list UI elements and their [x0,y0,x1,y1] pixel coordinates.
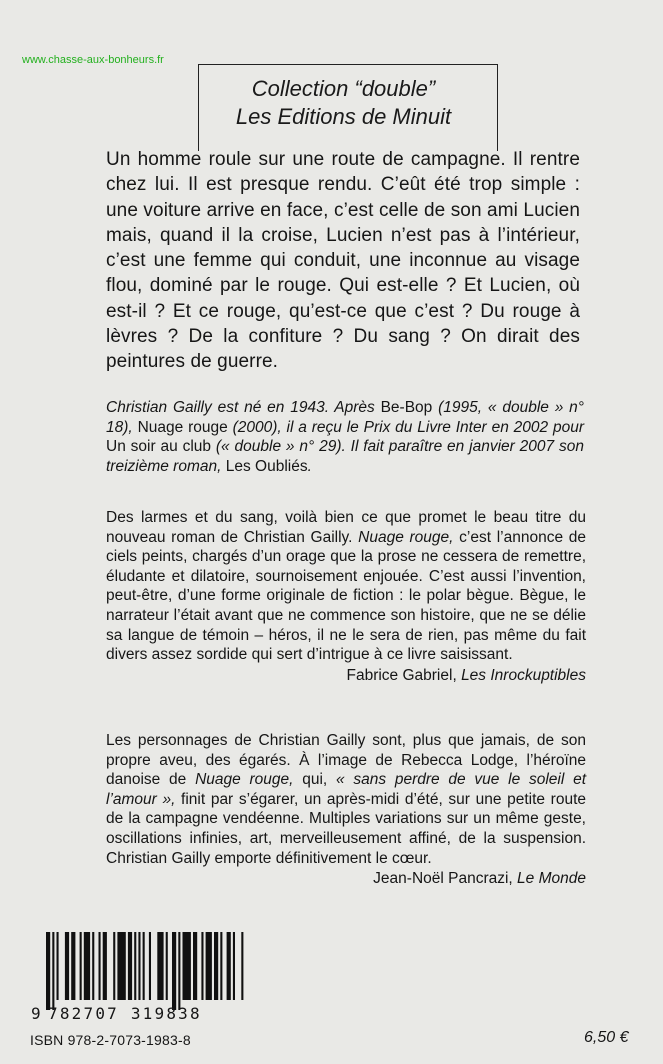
review-le-monde [106,731,586,889]
review-quote: « sans perdre de vue le soleil et l’amour », [106,771,586,808]
review-text: c’est l’annonce de ciels peints, chargés d’un orage que la prose ne cessera de remettre, éludante et dilatoire, sournoisement enjouée. C’est aussi l’invention, peut-être, d’une forme originale de fiction : le polar bègue. Bègue, le narrateur l’était avant que ne commence son histoire, que ne se délie sa langue de témoin – héros, il ne le sera de rien, pas même du fait divers assez sordide qui sert d’intrigue à ce livre saisissant. [106,528,586,664]
barcode-bars [28,932,248,1010]
barcode-bar [71,932,75,1000]
barcode-bar [166,932,168,1000]
barcode-first-digit: 9 [31,1004,41,1023]
barcode-bar [65,932,69,1000]
bio-text: Christian Gailly est né en 1943. Après [106,399,381,416]
barcode [28,932,248,1012]
barcode-bar [157,932,163,1000]
barcode-bar [134,932,136,1000]
review-text: Les personnages de Christian Gailly sont, plus que jamais, de son propre aveu, des égarés. À l’image de Rebecca Lodge, l’héroïne danoise de [106,732,586,789]
bio-book-title: Un soir au club [106,438,212,455]
review-author: Jean-Noël Pancrazi, [373,870,518,888]
barcode-bar [241,932,243,1000]
bio-text: . [307,457,312,475]
barcode-bar [46,932,50,1010]
barcode-bar [201,932,203,1000]
watermark-url: www.chasse-aux-bonheurs.fr [22,54,164,66]
review-attribution [106,666,586,686]
bio-book-title: Les Oubliés [225,457,308,475]
barcode-bar [227,932,231,1000]
review-source: Les Inrockuptibles [461,666,586,684]
barcode-bar [233,932,235,1000]
barcode-bar [178,932,180,1010]
review-text: qui, [293,771,336,789]
barcode-digits: 782707 319838 [48,1004,202,1023]
bio-text: (1995, « double » n° 18), [106,399,584,436]
barcode-bar [206,932,212,1000]
barcode-bar [113,932,115,1000]
review-attribution [106,869,586,889]
review-body [106,731,586,868]
barcode-bar [138,932,140,1000]
barcode-bar [149,932,151,1000]
review-book-title: Nuage rouge, [195,771,294,789]
review-source: Le Monde [517,870,586,888]
synopsis: Un homme roule sur une route de campagne. Il rentre chez lui. Il est presque rendu. C’eût été trop simple : une voiture arrive en face, c’est celle de son ami Lucien mais, quand il la croise, Lucien n’est pas à l’intérieur, c’est une femme qui conduit, une inconnue au visage flou, dominé par le rouge. Qui est-elle ? Et Lucien, où est-il ? Et ce rouge, qu’est-ce que c’est ? Du rouge à lèvres ? De la confiture ? Du sang ? On dirait des peintures de guerre. [106,149,580,373]
review-text: finit par s’égarer, un après-midi d’été, sur une petite route de la campagne vendéenne. Multiples variations sur un même geste, oscillations infinies, art, merveilleusement affiné, de la suspension. Christian Gailly emporte définitivement le cœur. [106,790,587,867]
barcode-bar [128,932,132,1000]
barcode-bar [193,932,197,1000]
barcode-bar [103,932,107,1000]
isbn: ISBN 978-2-7073-1983-8 [30,1032,191,1048]
barcode-bar [117,932,125,1000]
bio-text: (« double » n° 29). Il fait paraître en janvier 2007 son treizième roman, [106,438,584,475]
author-bio [106,398,584,476]
barcode-bar [99,932,101,1000]
publisher-name: Les Editions de Minuit [235,104,452,129]
barcode-bar [143,932,145,1000]
barcode-bar [172,932,176,1010]
barcode-bar [80,932,82,1000]
price: 6,50 € [584,1029,629,1046]
barcode-bar [220,932,222,1000]
barcode-bar [214,932,218,1000]
review-body [106,508,586,665]
bio-book-title: Be-Bop [380,399,433,416]
review-inrockuptibles [106,508,586,685]
review-text: Des larmes et du sang, voilà bien ce que promet le beau titre du nouveau roman de Christian Gailly. [106,509,586,546]
bio-text: (2000), il a reçu le Prix du Livre Inter en 2002 pour [227,418,585,436]
barcode-bar [183,932,191,1000]
barcode-bar [57,932,59,1000]
review-author: Fabrice Gabriel, [346,666,462,684]
bio-book-title: Nuage rouge [137,418,228,436]
collection-title: Collection “double” [251,76,436,101]
barcode-bar [92,932,94,1000]
barcode-bar [84,932,90,1000]
review-book-title: Nuage rouge, [358,528,454,546]
barcode-bar [52,932,54,1010]
